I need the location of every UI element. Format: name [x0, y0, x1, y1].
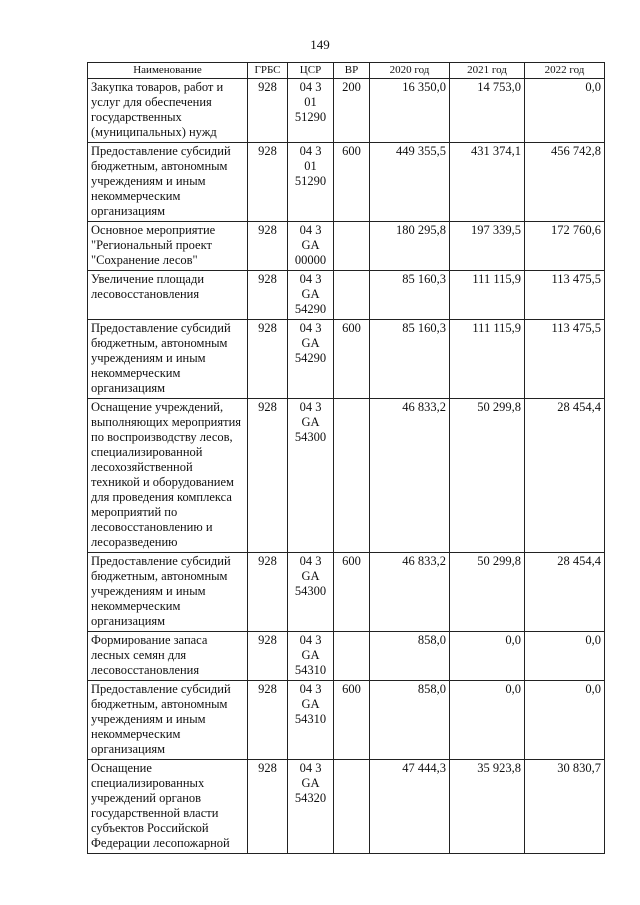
- cell-vr: [334, 760, 370, 854]
- table-body: [88, 79, 605, 854]
- table-row: [88, 222, 605, 271]
- cell-2021: 35 923,8: [450, 760, 525, 854]
- cell-vr: 600: [334, 681, 370, 760]
- cell-vr: [334, 222, 370, 271]
- cell-2020: 47 444,3: [370, 760, 450, 854]
- cell-grbs: 928: [248, 399, 288, 553]
- cell-2020: 449 355,5: [370, 143, 450, 222]
- cell-2022: 113 475,5: [525, 320, 605, 399]
- table-row: [88, 320, 605, 399]
- cell-vr: 600: [334, 143, 370, 222]
- cell-2021: 111 115,9: [450, 320, 525, 399]
- cell-2022: 28 454,4: [525, 399, 605, 553]
- cell-grbs: 928: [248, 760, 288, 854]
- cell-csr: 04 3 GA 00000: [288, 222, 334, 271]
- cell-name: Оснащение специализированных учреждений органов государственной власти субъектов Российской Федерации лесопожарной: [88, 760, 248, 854]
- cell-2022: 113 475,5: [525, 271, 605, 320]
- header-vr: ВР: [334, 63, 370, 79]
- cell-name: Предоставление субсидий бюджетным, автономным учреждениям и иным некоммерческим организациям: [88, 320, 248, 399]
- header-grbs: ГРБС: [248, 63, 288, 79]
- cell-2020: 85 160,3: [370, 271, 450, 320]
- cell-grbs: 928: [248, 681, 288, 760]
- cell-csr: 04 3 GA 54290: [288, 320, 334, 399]
- cell-grbs: 928: [248, 553, 288, 632]
- page-number: 149: [310, 37, 330, 52]
- cell-2021: 50 299,8: [450, 399, 525, 553]
- table-row: [88, 143, 605, 222]
- cell-grbs: 928: [248, 271, 288, 320]
- header-csr: ЦСР: [288, 63, 334, 79]
- cell-name: Основное мероприятие "Региональный проект "Сохранение лесов": [88, 222, 248, 271]
- cell-csr: 04 3 GA 54290: [288, 271, 334, 320]
- header-name: Наименование: [88, 63, 248, 79]
- cell-csr: 04 3 GA 54310: [288, 632, 334, 681]
- cell-2020: 180 295,8: [370, 222, 450, 271]
- cell-csr: 04 3 GA 54300: [288, 399, 334, 553]
- cell-csr: 04 3 01 51290: [288, 79, 334, 143]
- cell-vr: 200: [334, 79, 370, 143]
- cell-2022: 0,0: [525, 632, 605, 681]
- table-row: [88, 681, 605, 760]
- cell-2020: 16 350,0: [370, 79, 450, 143]
- cell-2022: 28 454,4: [525, 553, 605, 632]
- cell-grbs: 928: [248, 222, 288, 271]
- cell-2020: 46 833,2: [370, 553, 450, 632]
- cell-grbs: 928: [248, 143, 288, 222]
- cell-grbs: 928: [248, 632, 288, 681]
- header-2021: 2021 год: [450, 63, 525, 79]
- table-row: [88, 271, 605, 320]
- cell-name: Закупка товаров, работ и услуг для обеспечения государственных (муниципальных) нужд: [88, 79, 248, 143]
- cell-vr: [334, 632, 370, 681]
- cell-2020: 858,0: [370, 681, 450, 760]
- cell-2022: 30 830,7: [525, 760, 605, 854]
- table-row: [88, 760, 605, 854]
- cell-grbs: 928: [248, 79, 288, 143]
- cell-csr: 04 3 GA 54310: [288, 681, 334, 760]
- cell-2020: 858,0: [370, 632, 450, 681]
- cell-name: Формирование запаса лесных семян для лесовосстановления: [88, 632, 248, 681]
- cell-2021: 50 299,8: [450, 553, 525, 632]
- cell-2021: 197 339,5: [450, 222, 525, 271]
- table-row: [88, 399, 605, 553]
- cell-2022: 0,0: [525, 681, 605, 760]
- cell-name: Оснащение учреждений, выполняющих мероприятия по воспроизводству лесов, специализированной лесохозяйственной техникой и оборудованием для проведения комплекса мероприятий по лесовосстановлению и лесоразведению: [88, 399, 248, 553]
- cell-csr: 04 3 01 51290: [288, 143, 334, 222]
- cell-vr: 600: [334, 320, 370, 399]
- cell-csr: 04 3 GA 54300: [288, 553, 334, 632]
- cell-csr: 04 3 GA 54320: [288, 760, 334, 854]
- cell-2021: 0,0: [450, 632, 525, 681]
- cell-2020: 46 833,2: [370, 399, 450, 553]
- cell-2020: 85 160,3: [370, 320, 450, 399]
- cell-2022: 172 760,6: [525, 222, 605, 271]
- table-row: [88, 79, 605, 143]
- cell-name: Предоставление субсидий бюджетным, автономным учреждениям и иным некоммерческим организациям: [88, 553, 248, 632]
- cell-vr: 600: [334, 553, 370, 632]
- header-2022: 2022 год: [525, 63, 605, 79]
- cell-2021: 431 374,1: [450, 143, 525, 222]
- table-header-row: [88, 63, 605, 79]
- cell-2021: 111 115,9: [450, 271, 525, 320]
- table-row: [88, 553, 605, 632]
- cell-name: Увеличение площади лесовосстановления: [88, 271, 248, 320]
- budget-table: [87, 62, 605, 854]
- cell-vr: [334, 399, 370, 553]
- cell-name: Предоставление субсидий бюджетным, автономным учреждениям и иным некоммерческим организациям: [88, 681, 248, 760]
- cell-grbs: 928: [248, 320, 288, 399]
- cell-name: Предоставление субсидий бюджетным, автономным учреждениям и иным некоммерческим организациям: [88, 143, 248, 222]
- cell-2022: 456 742,8: [525, 143, 605, 222]
- cell-2022: 0,0: [525, 79, 605, 143]
- cell-2021: 0,0: [450, 681, 525, 760]
- header-2020: 2020 год: [370, 63, 450, 79]
- cell-vr: [334, 271, 370, 320]
- cell-2021: 14 753,0: [450, 79, 525, 143]
- table-row: [88, 632, 605, 681]
